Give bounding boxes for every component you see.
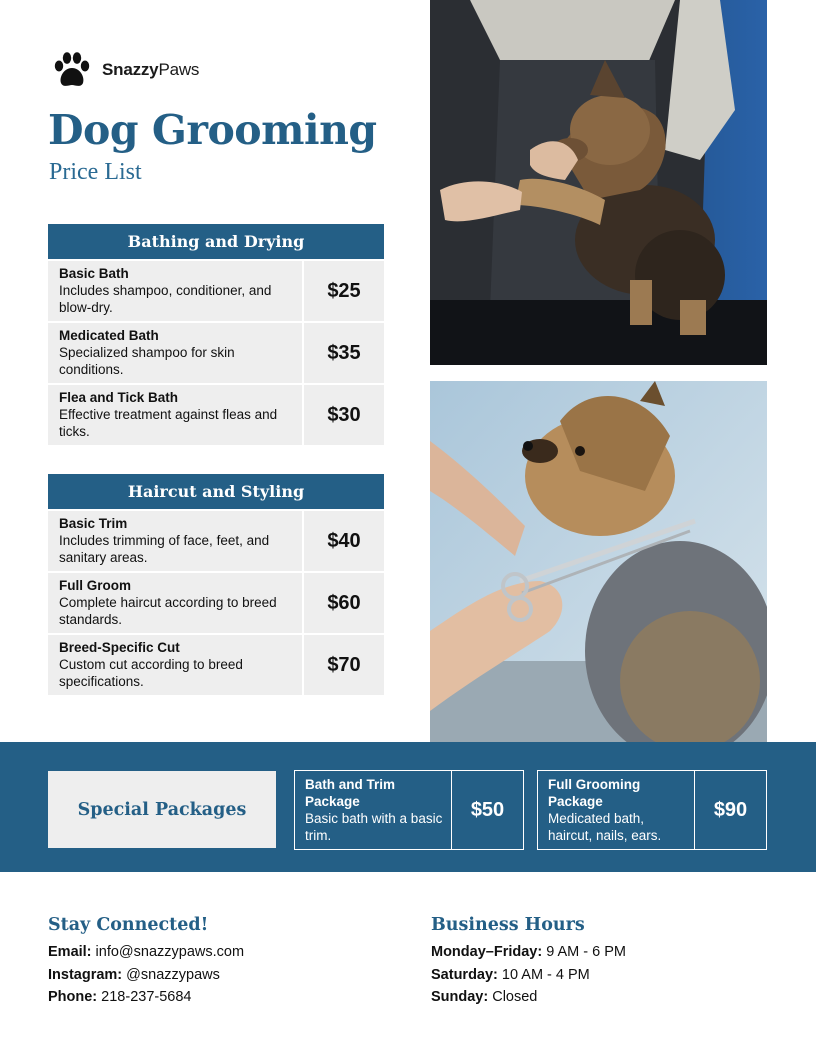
hours-saturday: Saturday: 10 AM - 4 PM [431, 966, 590, 983]
service-name: Breed-Specific Cut [59, 640, 180, 655]
package-price: $50 [470, 798, 505, 821]
section-header: Bathing and Drying [48, 224, 384, 259]
contact-instagram: Instagram: @snazzypaws [48, 966, 220, 983]
service-description: Flea and Tick Bath Effective treatment against fleas and ticks. [48, 385, 302, 445]
service-name: Medicated Bath [59, 328, 159, 343]
brand-name: SnazzyPaws [102, 60, 200, 79]
package-description: Full Grooming Package Medicated bath, haircut, nails, ears. [538, 771, 695, 849]
section-bathing-drying [48, 224, 384, 445]
package-price: $90 [713, 798, 748, 821]
package-description: Bath and Trim Package Basic bath with a basic trim. [295, 771, 452, 849]
package-card [294, 770, 524, 850]
service-price: $40 [304, 511, 384, 571]
price-row [48, 573, 384, 633]
hours-weekdays: Monday–Friday: 9 AM - 6 PM [431, 944, 626, 960]
service-name: Full Groom [59, 578, 131, 593]
dog-haircut-photo [430, 381, 767, 742]
paw-print-icon [50, 50, 94, 90]
service-description: Basic Bath Includes shampoo, conditioner, and blow-dry. [48, 261, 302, 321]
service-price: $25 [304, 261, 384, 321]
service-name: Basic Trim [59, 516, 128, 531]
hours-heading: Business Hours [431, 915, 585, 935]
section-haircut-styling [48, 474, 384, 695]
service-description: Medicated Bath Specialized shampoo for skin conditions. [48, 323, 302, 383]
package-name: Bath and Trim Package [305, 777, 396, 809]
price-row [48, 261, 384, 321]
price-row [48, 511, 384, 571]
service-name: Flea and Tick Bath [59, 390, 179, 405]
contact-phone: Phone: 218-237-5684 [48, 989, 192, 1005]
service-name: Basic Bath [59, 266, 129, 281]
contact-heading: Stay Connected! [48, 915, 209, 935]
service-description: Full Groom Complete haircut according to breed standards. [48, 573, 302, 633]
packages-title: Special Packages [48, 771, 276, 848]
service-price: $60 [304, 573, 384, 633]
service-description: Breed-Specific Cut Custom cut according to breed specifications. [48, 635, 302, 695]
contact-email: Email: info@snazzypaws.com [48, 944, 245, 960]
package-name: Full Grooming Package [548, 777, 641, 809]
price-row [48, 635, 384, 695]
service-price: $70 [304, 635, 384, 695]
page-subtitle: Price List [49, 159, 142, 185]
price-row [48, 385, 384, 445]
dog-grooming-photo-top [430, 0, 767, 365]
service-description: Basic Trim Includes trimming of face, feet, and sanitary areas. [48, 511, 302, 571]
service-price: $30 [304, 385, 384, 445]
hours-sunday: Sunday: Closed [431, 989, 538, 1005]
brand-logo [50, 50, 199, 90]
service-price: $35 [304, 323, 384, 383]
page-title: Dog Grooming [48, 106, 377, 154]
hours-list [431, 941, 626, 1009]
package-card [537, 770, 767, 850]
price-row [48, 323, 384, 383]
section-header: Haircut and Styling [48, 474, 384, 509]
contact-list [48, 941, 244, 1009]
